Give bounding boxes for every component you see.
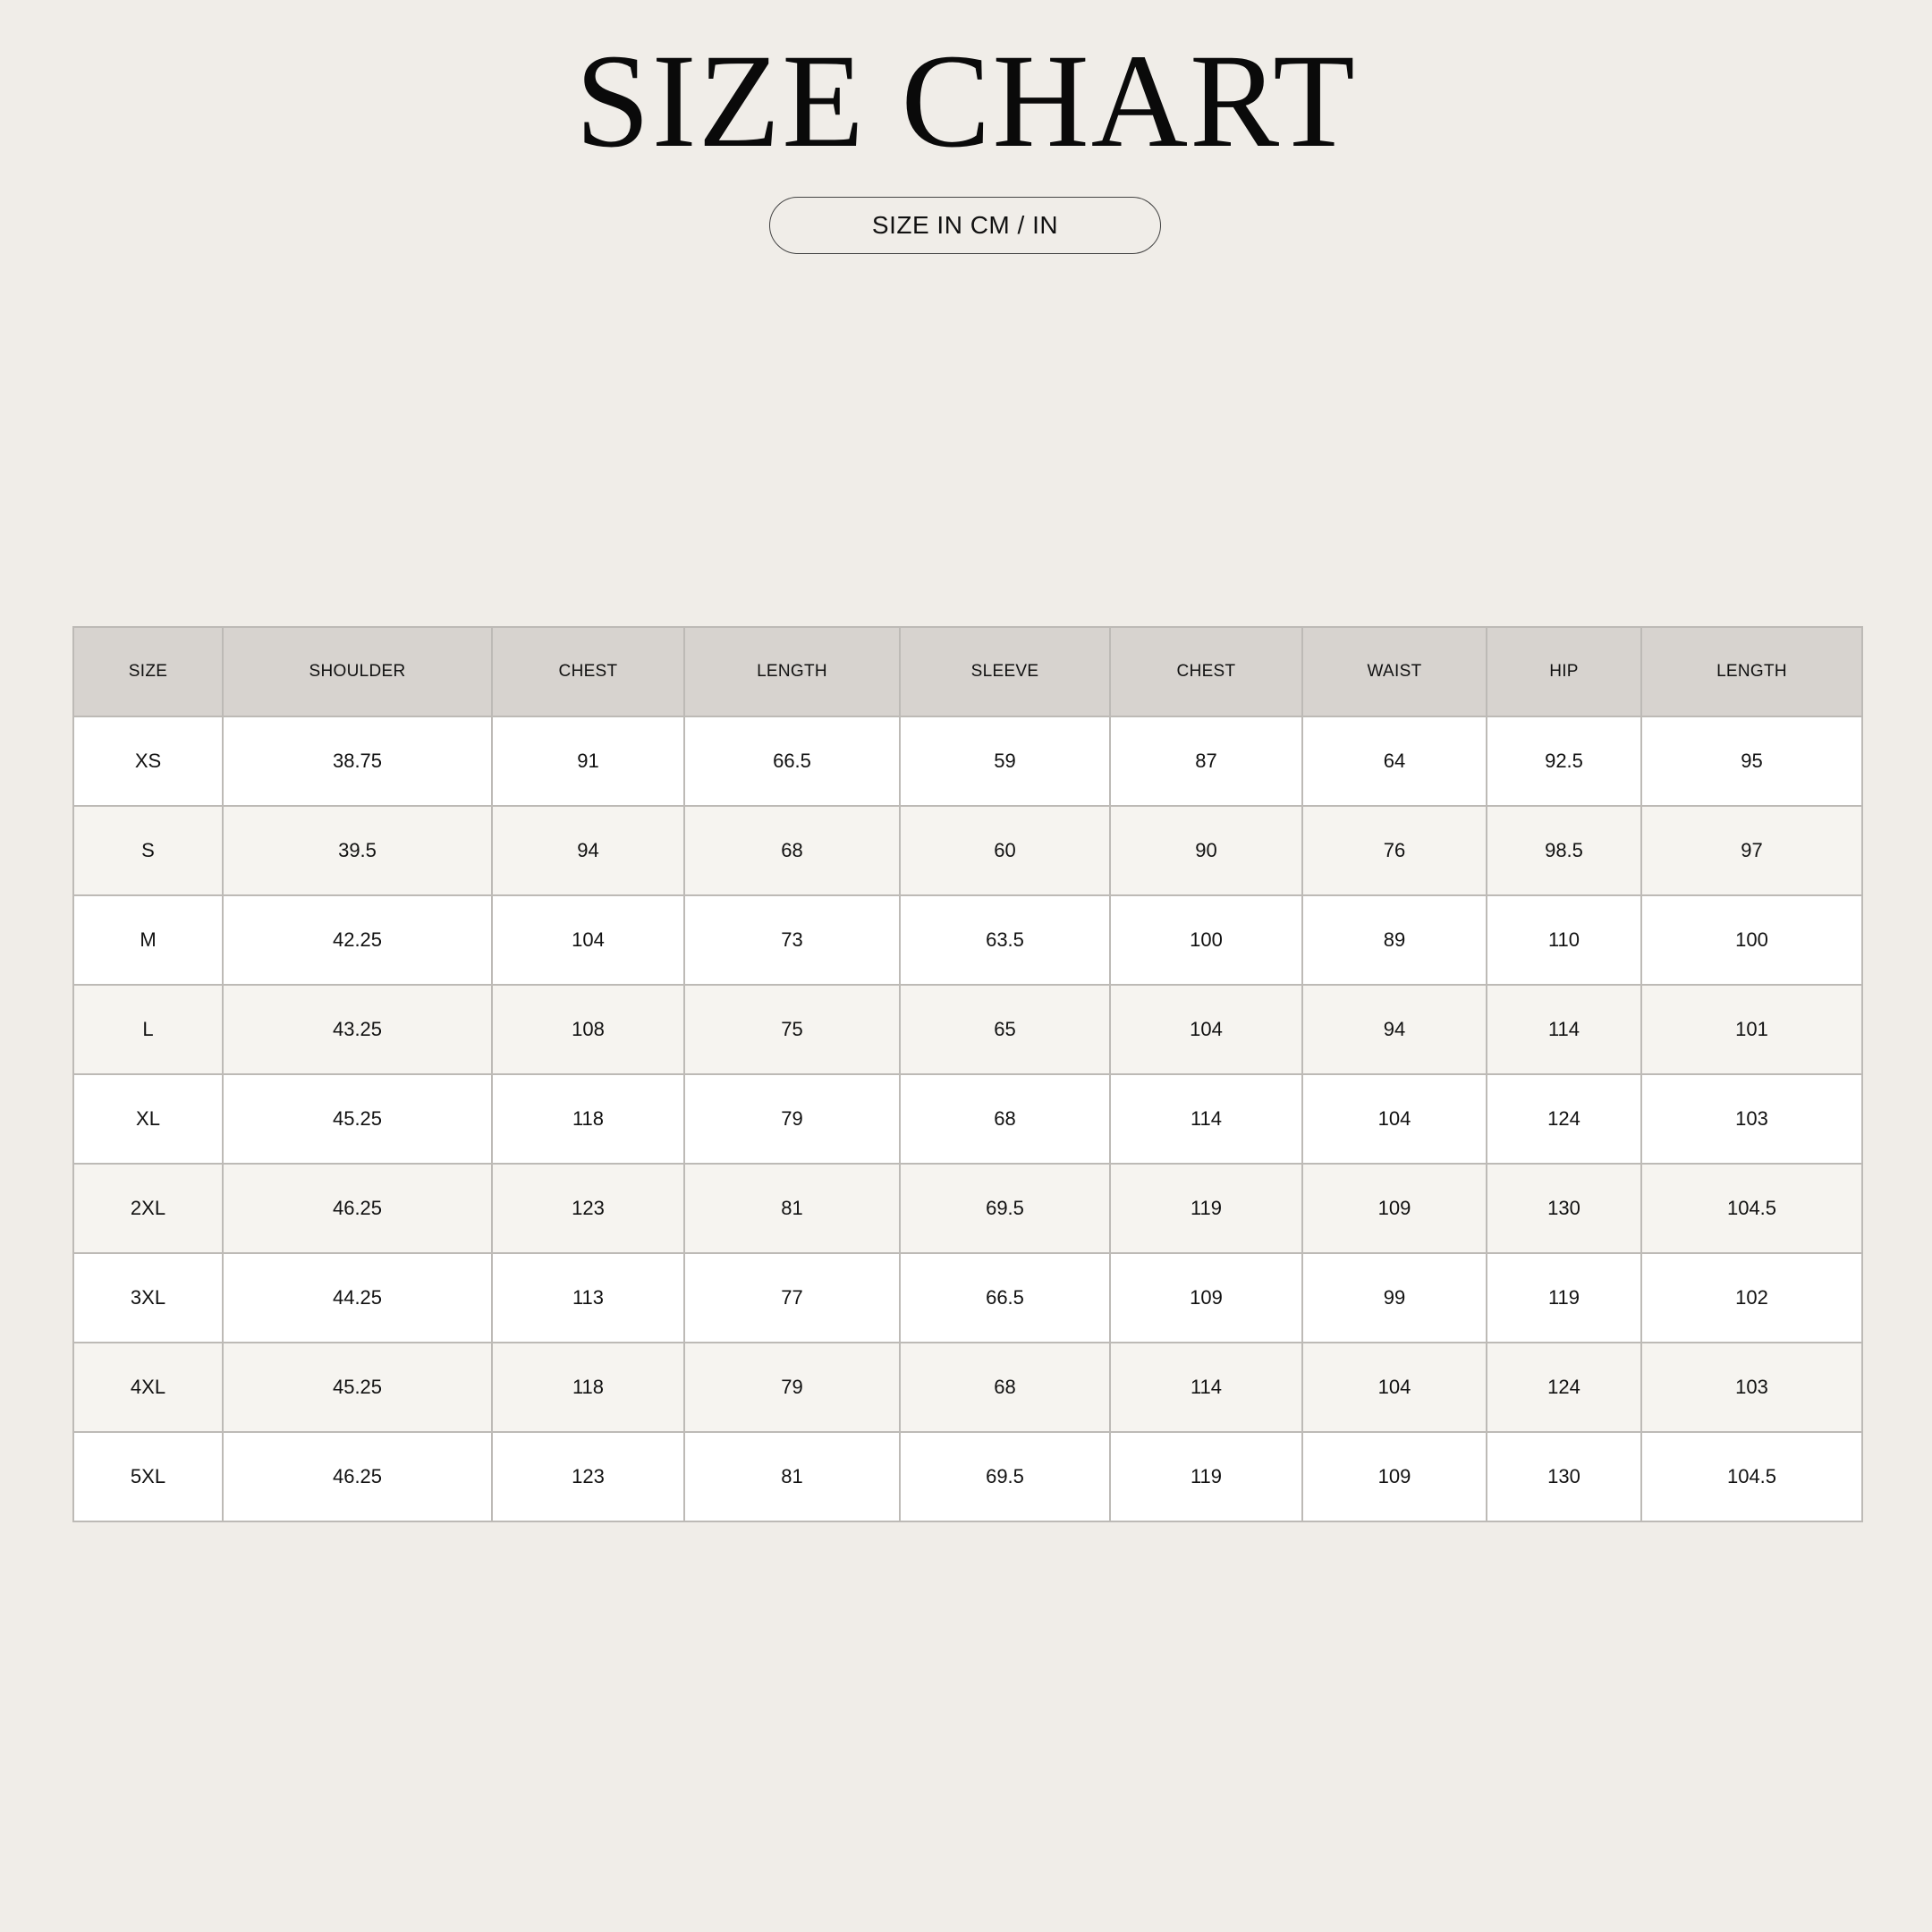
table-cell: 109	[1302, 1432, 1487, 1521]
table-cell: 69.5	[900, 1432, 1110, 1521]
table-cell: 124	[1487, 1074, 1641, 1164]
table-cell: 103	[1641, 1074, 1862, 1164]
table-row	[73, 1253, 1862, 1343]
unit-label-pill: SIZE IN CM / IN	[769, 197, 1161, 254]
table-cell: 101	[1641, 985, 1862, 1074]
table-header-row	[73, 627, 1862, 716]
header-cell-size: SIZE	[73, 627, 223, 716]
table-cell: 69.5	[900, 1164, 1110, 1253]
table-cell: 87	[1110, 716, 1302, 806]
table-cell: 39.5	[223, 806, 492, 895]
size-table	[72, 626, 1863, 1522]
table-cell: 104	[492, 895, 684, 985]
table-cell: 5XL	[73, 1432, 223, 1521]
table-cell: 79	[684, 1074, 900, 1164]
header-cell-shoulder: SHOULDER	[223, 627, 492, 716]
table-cell: 45.25	[223, 1074, 492, 1164]
header-cell-hip: HIP	[1487, 627, 1641, 716]
table-row	[73, 985, 1862, 1074]
table-cell: 110	[1487, 895, 1641, 985]
table-cell: 94	[492, 806, 684, 895]
table-cell: 109	[1302, 1164, 1487, 1253]
table-cell: 119	[1110, 1164, 1302, 1253]
table-cell: 100	[1110, 895, 1302, 985]
header-cell-chest: CHEST	[492, 627, 684, 716]
header-cell-sleeve: SLEEVE	[900, 627, 1110, 716]
table-row	[73, 1343, 1862, 1432]
table-cell: 124	[1487, 1343, 1641, 1432]
table-cell: 46.25	[223, 1432, 492, 1521]
table-row	[73, 895, 1862, 985]
table-cell: 89	[1302, 895, 1487, 985]
table-cell: S	[73, 806, 223, 895]
table-cell: 76	[1302, 806, 1487, 895]
table-cell: 104	[1302, 1074, 1487, 1164]
table-cell: 75	[684, 985, 900, 1074]
table-cell: 130	[1487, 1164, 1641, 1253]
table-cell: 92.5	[1487, 716, 1641, 806]
table-cell: 109	[1110, 1253, 1302, 1343]
table-cell: 64	[1302, 716, 1487, 806]
table-cell: 73	[684, 895, 900, 985]
table-cell: 94	[1302, 985, 1487, 1074]
table-cell: 68	[900, 1074, 1110, 1164]
table-cell: 46.25	[223, 1164, 492, 1253]
table-cell: 59	[900, 716, 1110, 806]
table-cell: 42.25	[223, 895, 492, 985]
table-row	[73, 1432, 1862, 1521]
table-cell: 77	[684, 1253, 900, 1343]
table-cell: L	[73, 985, 223, 1074]
table-cell: 114	[1487, 985, 1641, 1074]
header-cell-chest-2: CHEST	[1110, 627, 1302, 716]
table-cell: 108	[492, 985, 684, 1074]
table-cell: 60	[900, 806, 1110, 895]
table-cell: 118	[492, 1074, 684, 1164]
table-cell: 91	[492, 716, 684, 806]
table-cell: 119	[1487, 1253, 1641, 1343]
table-cell: 45.25	[223, 1343, 492, 1432]
table-cell: 104.5	[1641, 1164, 1862, 1253]
table-row	[73, 1164, 1862, 1253]
table-row	[73, 1074, 1862, 1164]
table-cell: 44.25	[223, 1253, 492, 1343]
table-cell: 38.75	[223, 716, 492, 806]
table-cell: 113	[492, 1253, 684, 1343]
table-cell: XS	[73, 716, 223, 806]
table-row	[73, 806, 1862, 895]
table-cell: 99	[1302, 1253, 1487, 1343]
table-cell: 104	[1110, 985, 1302, 1074]
table-cell: 90	[1110, 806, 1302, 895]
header-cell-length-2: LENGTH	[1641, 627, 1862, 716]
table-cell: 103	[1641, 1343, 1862, 1432]
table-cell: 68	[900, 1343, 1110, 1432]
header-cell-waist: WAIST	[1302, 627, 1487, 716]
table-cell: 79	[684, 1343, 900, 1432]
table-cell: 81	[684, 1164, 900, 1253]
table-cell: 63.5	[900, 895, 1110, 985]
table-cell: 66.5	[900, 1253, 1110, 1343]
table-cell: 118	[492, 1343, 684, 1432]
table-cell: 102	[1641, 1253, 1862, 1343]
table-cell: 2XL	[73, 1164, 223, 1253]
table-cell: 95	[1641, 716, 1862, 806]
table-cell: 114	[1110, 1343, 1302, 1432]
table-cell: 98.5	[1487, 806, 1641, 895]
table-cell: 119	[1110, 1432, 1302, 1521]
table-cell: 81	[684, 1432, 900, 1521]
table-cell: 100	[1641, 895, 1862, 985]
table-cell: M	[73, 895, 223, 985]
table-cell: 123	[492, 1432, 684, 1521]
table-cell: 97	[1641, 806, 1862, 895]
table-cell: 68	[684, 806, 900, 895]
table-cell: 104	[1302, 1343, 1487, 1432]
table-row	[73, 716, 1862, 806]
table-cell: 130	[1487, 1432, 1641, 1521]
header-cell-length: LENGTH	[684, 627, 900, 716]
table-cell: 123	[492, 1164, 684, 1253]
table-cell: 3XL	[73, 1253, 223, 1343]
table-cell: 66.5	[684, 716, 900, 806]
table-cell: 65	[900, 985, 1110, 1074]
table-cell: 114	[1110, 1074, 1302, 1164]
table-cell: XL	[73, 1074, 223, 1164]
table-cell: 4XL	[73, 1343, 223, 1432]
table-cell: 43.25	[223, 985, 492, 1074]
page-title: SIZE CHART	[575, 27, 1357, 175]
table-cell: 104.5	[1641, 1432, 1862, 1521]
